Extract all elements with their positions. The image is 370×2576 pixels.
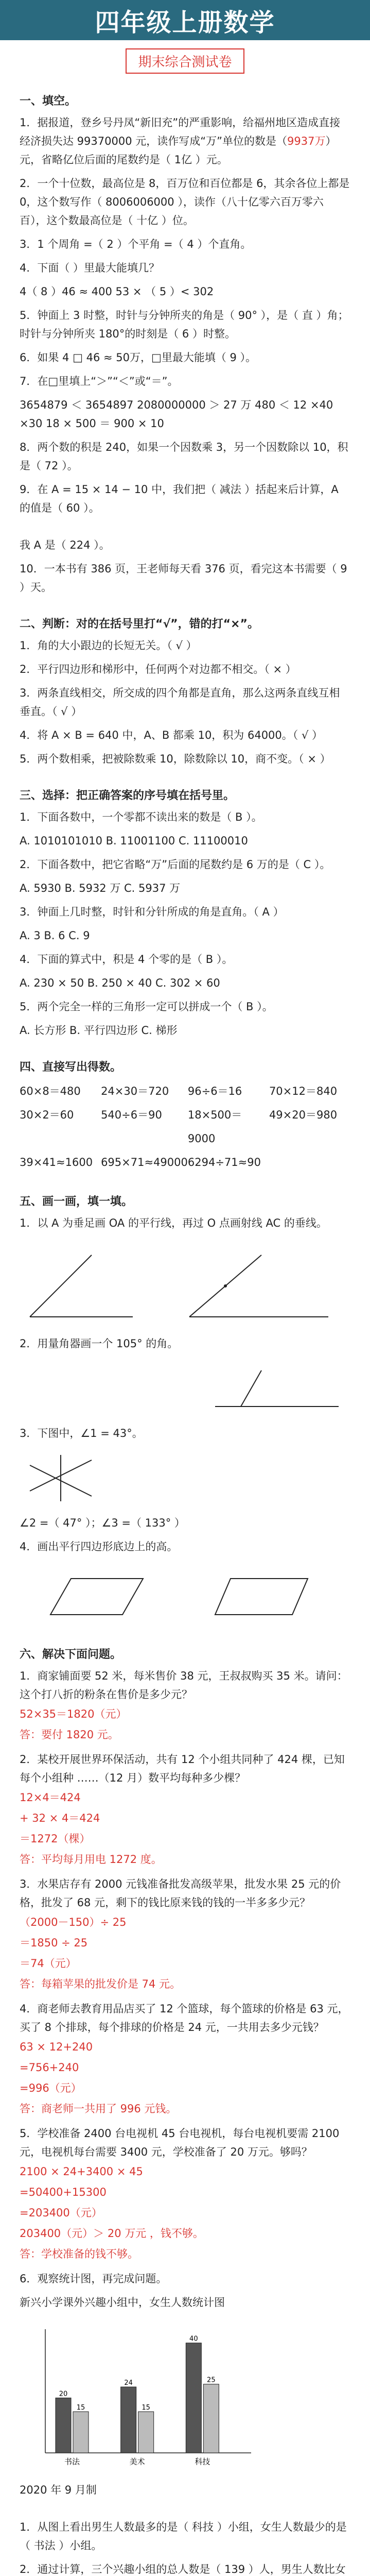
calc-cell: 24×30＝720 [101,1085,169,1097]
chart-bar [56,2398,71,2453]
calc-cell: 30×2＝60 [20,1109,74,1121]
answer-line: （2000－150）÷ 25 [20,1916,127,1928]
answer-line: =756+240 [20,2061,79,2074]
question: 5．学校准备 2400 台电视机 45 台电视机，每台电视机要需 2100 元，电视机每台需要 3400 元，学校准备了 20 万元。够吗？ [20,2127,340,2158]
list-item: 5．两个完全一样的三角形一定可以拼成一个（ B ）。 [20,1001,273,1013]
question: 10．一本书有 386 页，王老师每天看 376 页，看完这本书需要（ 9 ）天。 [20,563,347,594]
question: 3．下图中，∠1 = 43°。 [20,1427,143,1439]
answer-line: =203400（元） [20,2207,102,2219]
answer-line: ＝74（元） [20,1957,77,1970]
chart-bar [138,2412,154,2453]
category-label: 科技 [195,2457,210,2466]
figure-intersect [20,1450,349,1506]
figure-angle [20,1360,349,1417]
list-item: 4．下面的算式中，积是 4 个零的是（ B ）。 [20,953,233,965]
mental-math-grid [20,1079,350,1174]
question: ∠2 =（ 47° ）；∠3 =（ 133° ） [20,1517,185,1529]
bar-value-label: 24 [124,2379,133,2387]
question: 1．商家铺面要 52 米，每米售价 38 元，王叔叔购买 35 米。请问：这个打八折的粉条在售价是多少元？ [20,1670,348,1701]
calc-cell: 695×71≈49000 [101,1156,188,1168]
question: 6．如果 4 □ 46 ≈ 50万，□里最大能填（ 9 ）。 [20,351,257,364]
list-item: A. 5930 B. 5932 万 C. 5937 万 [20,882,181,894]
chart-bar [203,2384,219,2453]
calc-cell: 49×20＝980 [269,1109,338,1121]
question: 4．商老师去教育用品店买了 12 个篮球，每个篮球的价格是 63 元，买了 8 个排球，每个排球的价格是 24 元，一共用去多少元钱？ [20,2003,349,2033]
category-label: 书法 [64,2457,80,2466]
question: 9．在 A = 15 × 14 − 10 中，我们把（ 减法 ）括起来后计算，A 的值是（ 60 ）。 [20,483,339,514]
answer-line: ＝1850 ÷ 25 [20,1937,88,1949]
section-3-title: 三、选择：把正确答案的序号填在括号里。 [20,789,235,802]
question: 1．以 A 为垂足画 OA 的平行线，再过 O 点画射线 AC 的垂线。 [20,1217,327,1229]
question: 我 A 是（ 224 ）。 [20,539,110,551]
list-item: 1．下面各数中，一个零都不读出来的数是（ B ）。 [20,811,262,823]
list-item: 5．两个数相乘，把被除数乘 10，除数除以 10，商不变。（ × ） [20,753,331,765]
list-item: 1．角的大小跟边的长短无关。（ √ ） [20,639,197,652]
page-title: 四年级上册数学 [95,8,275,37]
section-1-title: 一、填空。 [20,95,77,108]
answer-line: =50400+15300 [20,2186,107,2198]
calc-cell: 540÷6＝90 [101,1109,162,1121]
question: 2．用量角器画一个 105° 的角。 [20,1337,179,1350]
question: 8．两个数的积是 240，如果一个因数乘 3，另一个因数除以 10，积是（ 72 ）。 [20,441,348,472]
section-4-title: 四、直接写出得数。 [20,1061,122,1074]
bar-value-label: 25 [207,2376,216,2384]
question: 2．某校开展世界环保活动，共有 12 个小组共同种了 424 棵，已知每个小组种 ……（12 月）数平均每种多少棵？ [20,1753,345,1784]
bar-value-label: 20 [59,2390,68,2398]
question: 5．钟面上 3 时整，时针与分钟所夹的角是（ 90° ），是（ 直 ）角；时针与分钟所夹 180°的时刻是（ 6 ）时整。 [20,309,349,340]
figure-lines [20,1240,349,1327]
list-item: A. 3 B. 6 C. 9 [20,929,90,942]
question: 4．画出平行四边形底边上的高。 [20,1540,178,1553]
question: 6．观察统计图，再完成问题。 [20,2273,167,2285]
question: 4．下面（ ）里最大能填几？ [20,262,160,274]
bar-value-label: 40 [189,2335,198,2343]
answer-line: ＝1272（棵） [20,1833,91,1845]
answer-line: 12×4＝424 [20,1791,81,1804]
answer-line: 答：平均每月用电 1272 度。 [20,1853,162,1866]
question: 2．一个十位数，最高位是 8，百万位和百位都是 6，其余各位上都是 0，这个数写作（ 8006006000 ），读作（八十亿零六百万零六百），这个数最高位是（ 十亿 ）位。 [20,177,350,227]
calc-cell: 18×500＝9000 [187,1109,242,1145]
answer-line: 答：每箱苹果的批发价是 74 元。 [20,1978,181,1990]
question: 1．据报道，登乡号丹凤“新旧充”的严重影响，给福州地区造成直接经济损失达 99370000 元，读作写成“万”单位的数是（9937万）元，省略亿位后面的尾数约是（ 1亿 ）元。 [20,116,341,166]
list-item: A. 230 × 50 B. 250 × 40 C. 302 × 60 [20,977,220,989]
answer-line: 答：要付 1820 元。 [20,1728,119,1741]
calc-cell: 70×12＝840 [269,1085,338,1097]
question: 3654879 ＜ 3654897 2080000000 ＞ 27 万 480 ＜ 12 ×40 ×30 18 × 500 ＝ 900 × 10 [20,399,333,430]
calc-cell [269,1150,350,1174]
title-banner [0,0,370,40]
answer-line: =996（元） [20,2082,82,2094]
list-item: 3．两条直线相交，所交成的四个角都是直角，那么这两条直线互相垂直。（ √ ） [20,687,340,718]
list-item: 3．钟面上几时整，时针和分针所成的角是直角。（ A ） [20,906,284,918]
answer-line: 52×35＝1820（元） [20,1708,127,1720]
question: 2．通过计算，三个兴趣小组的总人数是（ 139 ）人，男生人数比女 [20,2563,346,2575]
section-5-title: 五、画一画，填一填。 [20,1195,133,1208]
answer-line: + 32 × 4＝424 [20,1812,100,1824]
interest-group-chart [20,2319,256,2473]
question: 7．在□里填上“＞”“＜”或“＝”。 [20,375,179,387]
list-item: A. 长方形 B. 平行四边形 C. 梯形 [20,1024,178,1037]
list-item: 2．平行四边形和梯形中，任何两个对边都不相交。（ × ） [20,663,296,675]
list-item: 2．下面各数中，把它省略“万”后面的尾数约是 6 万的是（ C ）。 [20,858,331,871]
calc-cell: 6294÷71≈90 [187,1156,261,1168]
answer-line: 答：学校准备的钱不够。 [20,2248,138,2260]
section-6-title: 六、解决下面问题。 [20,1648,122,1661]
answer-line: 63 × 12+240 [20,2041,93,2053]
category-label: 美术 [129,2457,145,2466]
figure-parallelograms [20,1563,349,1625]
answer-line: 203400（元）＞ 20 万元 ，钱不够。 [20,2227,204,2240]
section-2-title: 二、判断：对的在括号里打“√”，错的打“×”。 [20,618,259,631]
calc-cell: 96÷6＝16 [187,1085,242,1097]
chart-date: 2020 年 9 月制 [20,2484,97,2496]
chart-bar [73,2412,89,2453]
question: 4（ 8 ）46 ≈ 400 53 × （ 5 ）< 302 [20,285,214,298]
answer-line: 2100 × 24+3400 × 45 [20,2165,143,2178]
list-item: A. 1010101010 B. 11001100 C. 11100010 [20,835,248,847]
calc-cell: 60×8＝480 [20,1085,81,1097]
chart-bar [186,2343,201,2453]
chart-bar [121,2387,136,2453]
question: 1．从图上看出男生人数最多的是（ 科技 ）小组，女生人数最少的是（ 书法 ）小组。 [20,2521,347,2552]
calc-cell: 39×41≈1600 [20,1156,93,1168]
question: 3．水果店存有 2000 元钱准备批发高级苹果，批发水果 25 元的价格，批发了 68 元，剩下的钱比原来钱的钱的一半多多少元？ [20,1878,341,1909]
bar-value-label: 15 [76,2404,85,2412]
chart-caption: 新兴小学课外兴趣小组中，女生人数统计图 [20,2296,225,2309]
page-subtitle: 期末综合测试卷 [126,48,244,74]
bar-value-label: 15 [142,2404,150,2412]
list-item: 4．将 A × B = 640 中，A、B 都乘 10，积为 64000。（ √ ） [20,729,323,741]
answer-line: 答：商老师一共用了 996 元钱。 [20,2103,177,2115]
question: 3．1 个周角 =（ 2 ）个平角 =（ 4 ）个直角。 [20,238,252,250]
